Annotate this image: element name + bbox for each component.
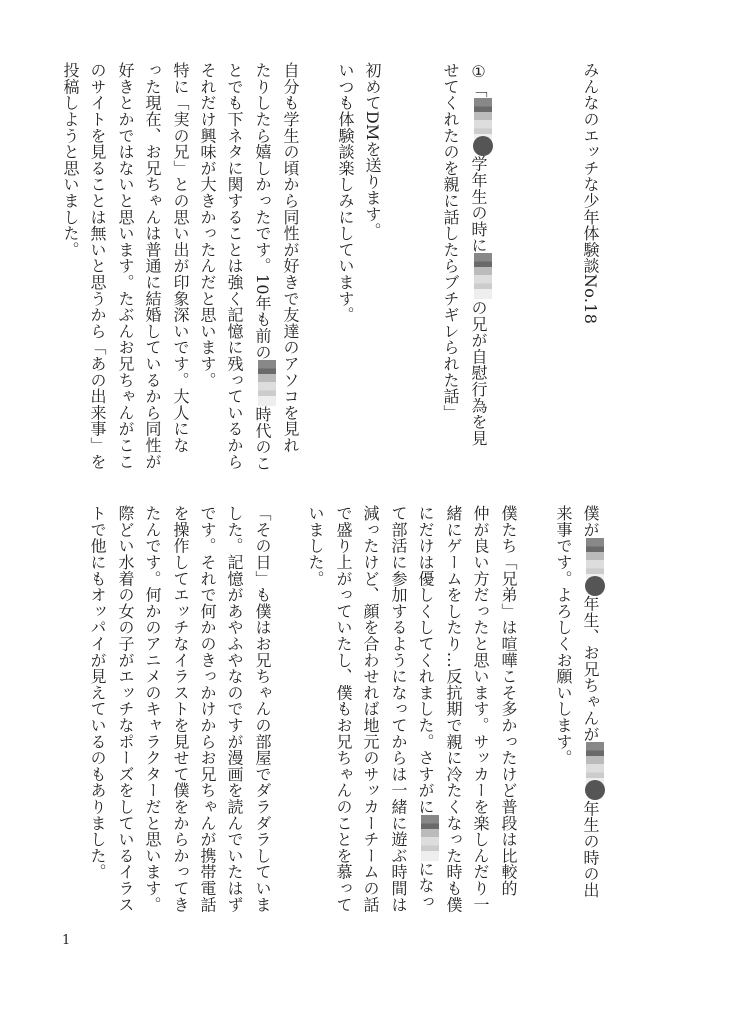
text-segment: いました。 (306, 505, 325, 587)
text-column (305, 505, 325, 587)
text-column (252, 62, 276, 471)
text-segment: 僕が (581, 505, 600, 538)
text-segment: て部活に参加するようになってからは一緒に遊ぶ時間は (389, 505, 408, 913)
text-column (468, 62, 492, 446)
text-segment: 年生の時の出 (581, 800, 600, 899)
text-segment: 減ったけど、顔を合わせれば地元のサッカーチームの話 (361, 505, 380, 913)
text-segment: せてくれたのを親に話したらブチギレられた話」 (441, 62, 460, 421)
text-segment: にだけは優しくしてくれました。さすがに (416, 505, 435, 815)
text-column (115, 62, 135, 470)
redaction-mosaic (474, 98, 492, 144)
text-column (197, 62, 217, 388)
text-column (440, 62, 460, 421)
text-segment: 特に「実の兄」との思い出が印象深いです。大人にな (171, 62, 190, 454)
text-segment: 時代のこ (253, 406, 272, 472)
text-segment: いつも体験談楽しみにしています。 (336, 62, 355, 323)
text-column (280, 62, 300, 453)
text-column (197, 505, 217, 913)
page-number: 1 (62, 933, 71, 948)
text-segment: です。それで何かのきっかけからお兄ちゃんが携帯電話 (198, 505, 217, 913)
text-segment: 学年生の時に (469, 155, 488, 254)
text-column (498, 505, 518, 896)
text-column (87, 505, 107, 880)
text-segment: 際どい水着の女の子がエッチなポーズをしているイラス (116, 505, 135, 913)
text-column (443, 505, 463, 913)
redaction-mosaic (421, 815, 439, 861)
text-segment: 「その日」も僕はお兄ちゃんの部屋でダラダラしていま (253, 505, 272, 913)
text-column (362, 62, 382, 239)
text-segment: した。記憶があやふやなのですが漫画を読んでいたはず (225, 505, 244, 913)
text-segment: 仲が良い方だったと思います。サッカーを楽しんだり一 (471, 505, 490, 913)
text-column (224, 505, 244, 913)
text-segment: 自分も学生の頃から同性が好きで友達のアソコを見れ (281, 62, 300, 454)
text-segment: で盛り上がっていたし、僕もお兄ちゃんのことを慕って (334, 505, 353, 913)
text-segment: ①「 (469, 62, 488, 98)
text-column (170, 62, 190, 453)
text-column (415, 505, 439, 910)
text-column (142, 62, 162, 470)
text-segment: たんです。何かのアニメのキャラクターだと思います。 (143, 505, 162, 913)
text-segment: 僕たち「兄弟」は喧嘩こそ多かったけど普段は比較的 (499, 505, 518, 897)
text-column (142, 505, 162, 913)
text-column (60, 62, 80, 258)
text-column (87, 62, 107, 470)
text-column (115, 505, 135, 913)
text-segment: 来事です。よろしくお願いします。 (554, 505, 573, 766)
text-column (580, 62, 600, 324)
redaction-mosaic (586, 742, 604, 788)
text-column (252, 505, 272, 913)
text-segment: とでも下ネタに関することは強く記憶に残っているから (225, 62, 244, 470)
redaction-mosaic (258, 360, 276, 406)
redaction-mosaic (474, 253, 492, 299)
text-segment: 投稿しようと思いました。 (61, 62, 80, 258)
text-segment: のサイトを見ることは無いと思うから「あの出来事」を (88, 62, 107, 470)
text-segment: トで他にもオッパイが見えているのもありました。 (88, 505, 107, 880)
text-column (335, 62, 355, 323)
text-segment: 初めてDMを送ります。 (363, 62, 382, 239)
text-segment: 好きとかではないと思います。たぶんお兄ちゃんがここ (116, 62, 135, 470)
text-column (553, 505, 573, 766)
text-segment: の兄が自慰行為を見 (469, 299, 488, 447)
text-segment: を操作してエッチなイラストを見せて僕をからかってき (171, 505, 190, 913)
text-column (388, 505, 408, 913)
text-column (580, 505, 604, 898)
text-segment: った現在、お兄ちゃんは普通に結婚しているから同性が (143, 62, 162, 470)
text-segment: になっ (416, 860, 435, 910)
text-segment: それだけ興味が大きかったんだと思います。 (198, 62, 217, 388)
text-column (224, 62, 244, 470)
text-segment: みんなのエッチな少年体験談No.18 (581, 62, 600, 325)
text-column (170, 505, 190, 913)
redaction-mosaic (586, 538, 604, 584)
text-column (360, 505, 380, 913)
text-column (470, 505, 490, 913)
text-segment: たりしたら嬉しかったです。10年も前の (253, 62, 272, 361)
text-segment: 緒にゲームをしたり…反抗期で親に冷たくなった時も僕 (444, 505, 463, 913)
text-segment: 年生、お兄ちゃんが (581, 595, 600, 743)
text-column (333, 505, 353, 913)
